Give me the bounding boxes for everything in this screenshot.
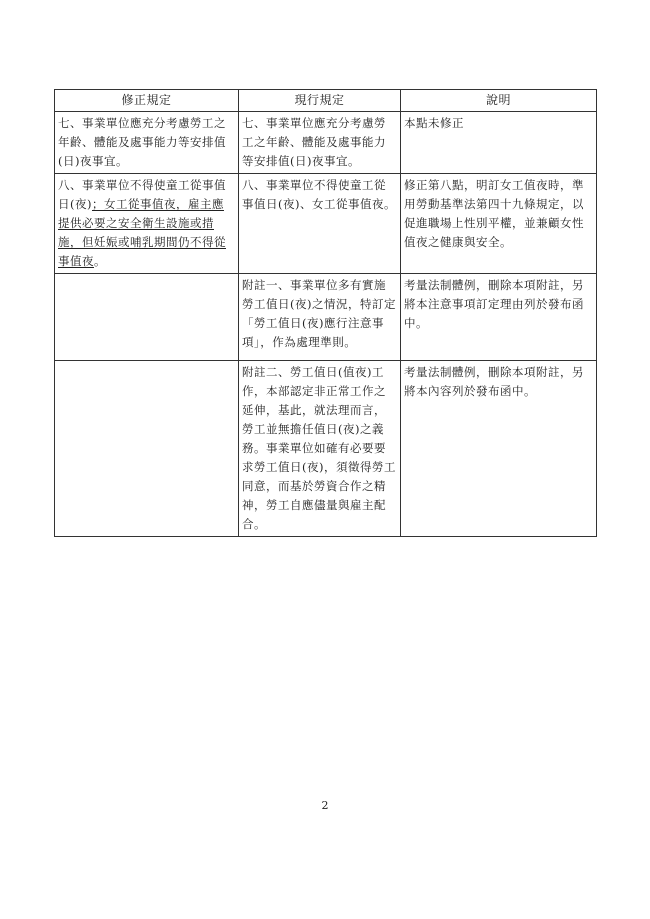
cell-explanation: 考量法制體例，刪除本項附註，另將本注意事項訂定理由列於發布函中。 (401, 274, 597, 361)
cell-revised: 七、事業單位應充分考慮勞工之年齡、體能及處事能力等安排值(日)夜事宜。 (55, 112, 239, 174)
cell-explanation: 修正第八點，明訂女工值夜時，準用勞動基準法第四十九條規定，以促進職場上性別平權，並兼顧女性值夜之健康與安全。 (401, 174, 597, 274)
amendment-comparison-table (54, 89, 597, 537)
revised-underlined-text: ；女工從事值夜，雇主應提供必要之安全衛生設施或措施，但妊娠或哺乳期間仍不得從事值夜 (58, 197, 226, 268)
table-row (55, 361, 597, 537)
header-current: 現行規定 (239, 90, 401, 112)
cell-revised (55, 361, 239, 537)
table-row (55, 112, 597, 174)
cell-explanation: 考量法制體例，刪除本項附註，另將本內容列於發布函中。 (401, 361, 597, 537)
table-header-row (55, 90, 597, 112)
cell-current: 七、事業單位應充分考慮勞工之年齡、體能及處事能力等安排值(日)夜事宜。 (239, 112, 401, 174)
revised-text: 八、事業單位不得使童工從事值日(夜) (58, 178, 226, 211)
page-number: 2 (321, 799, 329, 812)
cell-revised (55, 274, 239, 361)
table-row (55, 174, 597, 274)
cell-revised (55, 174, 239, 274)
cell-current: 附註二、勞工值日(值夜)工作，本部認定非正常工作之延伸，基此，就法理而言，勞工並無擔任值日(夜)之義務。事業單位如確有必要要求勞工值日(夜)，須徵得勞工同意，而基於勞資合作之精神，勞工自應儘量與雇主配合。 (239, 361, 401, 537)
header-explanation: 說明 (401, 90, 597, 112)
cell-current: 附註一、事業單位多有實施勞工值日(夜)之情況，特訂定「勞工值日(夜)應行注意事項」，作為處理準則。 (239, 274, 401, 361)
header-revised: 修正規定 (55, 90, 239, 112)
revised-text-end: 。 (94, 254, 106, 268)
cell-current: 八、事業單位不得使童工從事值日(夜)、女工從事值夜。 (239, 174, 401, 274)
table-row (55, 274, 597, 361)
cell-explanation: 本點未修正 (401, 112, 597, 174)
